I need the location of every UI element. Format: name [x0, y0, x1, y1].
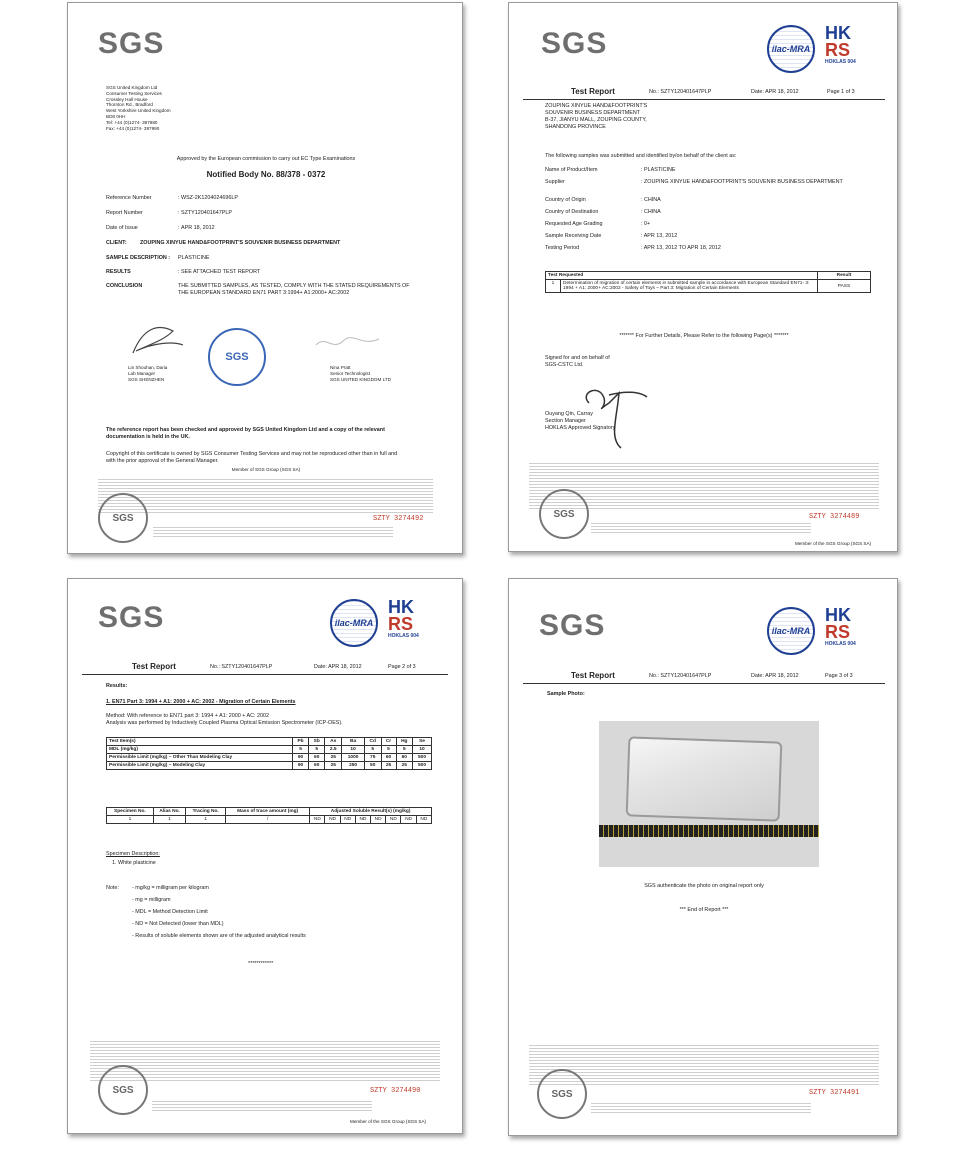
specimen-heading: Specimen Description:: [106, 851, 160, 857]
client-line: CLIENT: ZOUPING XINYUE HAND&FOOTPRINT'S SOUVENIR BUSINESS DEPARTMENT: [106, 240, 341, 246]
page-number: Page 3 of 3: [825, 673, 853, 679]
limit-clay-value-1: 60: [309, 762, 325, 770]
result-cell-6: ND: [340, 816, 355, 824]
element-header-7: Se: [413, 738, 432, 746]
end-of-report: *** End of Report ***: [679, 907, 729, 913]
page-number: Page 1 of 3: [827, 89, 855, 95]
measuring-ruler: [599, 825, 819, 837]
test-report-page-1: [508, 2, 898, 552]
limit-other-value-7: 500: [413, 754, 432, 762]
limit-clay-value-7: 500: [413, 762, 432, 770]
mdl-value-6: 5: [396, 746, 413, 754]
member-note: Member of the SGS Group (SGS SA): [795, 541, 872, 546]
report-date: Date: APR 18, 2012: [751, 673, 799, 679]
notes-label: Note:: [106, 885, 119, 891]
field-reference-number: Reference Number : WSZ-2K1204024696LP: [106, 195, 238, 201]
report-title: Test Report: [571, 671, 615, 680]
reference-note: The reference report has been checked and approved by SGS United Kingdom Ltd and a copy of the relevant documentation is held in the UK.: [106, 427, 385, 440]
field-origin: Country of Origin : CHINA: [545, 197, 661, 203]
sgs-logo: SGS: [98, 27, 165, 60]
test-report-page-3: [508, 578, 898, 1136]
client-block: ZOUPING XINYUE HAND&FOOTPRINT'S SOUVENIR BUSINESS DEPARTMENT B-37, JIANYU MALL, ZOUPING COUNTY, SHANDONG PROVINCE: [545, 103, 648, 130]
report-date: Date: APR 18, 2012: [314, 664, 362, 670]
serial-number: SZTY 3274491: [809, 1089, 860, 1097]
mdl-value-3: 10: [342, 746, 365, 754]
mdl-value-0: 5: [292, 746, 308, 754]
end-stars: ************: [248, 961, 274, 967]
field-date-of-issue: Date of Issue : APR 18, 2012: [106, 225, 215, 231]
conclusion-text: THE SUBMITTED SAMPLES, AS TESTED, COMPLY WITH THE STATED REQUIREMENTS OF THE EUROPEAN STANDARD EN71 PART 3:1994+ A1:2000+ AC:2002: [178, 283, 410, 296]
photo-caption: SGS authenticate the photo on original report only: [644, 883, 764, 889]
result-cell-4: ND: [310, 816, 325, 824]
limit-other-value-3: 1000: [342, 754, 365, 762]
element-header-4: Cd: [364, 738, 381, 746]
specimen-table: Specimen No. Alias No. Tracing No. Mass of trace amount (mg) Adjusted Soluble Result(s) (mg/kg) 1 1 1 / ND ND ND ND ND ND ND ND: [106, 807, 432, 824]
result-cell-10: ND: [401, 816, 416, 824]
header-rule: [523, 683, 885, 684]
results-line: RESULTS : SEE ATTACHED TEST REPORT: [106, 269, 261, 275]
sgs-round-stamp: SGS: [537, 1069, 587, 1119]
field-testing-period: Testing Period : APR 13, 2012 TO APR 18, 2012: [545, 245, 721, 251]
report-title: Test Report: [571, 87, 615, 96]
ilac-mra-logo: ilac-MRA: [767, 607, 815, 655]
sgs-logo: SGS: [539, 609, 606, 642]
conclusion-label: CONCLUSION: [106, 283, 143, 289]
photo-label: Sample Photo:: [547, 691, 585, 697]
test-description: Determination of migration of certain elements in submitted sample in accordance with European Standard EN71- 3: 1994 + A1: 2000+ AC:2002 - Safety of Toys – Part 3: Migration of Certain Elements: [561, 280, 818, 293]
certificate-page: [67, 2, 463, 554]
result-cell-7: ND: [355, 816, 370, 824]
row-label-mdl: MDL (mg/kg): [107, 746, 293, 754]
mdl-value-1: 5: [309, 746, 325, 754]
results-heading: Results:: [106, 683, 128, 689]
sample-description: SAMPLE DESCRIPTION : PLASTICINE: [106, 255, 210, 261]
limit-clay-value-3: 250: [342, 762, 365, 770]
header-rule: [523, 99, 885, 100]
further-details: ******* For Further Details, Please Refer to the following Page(s) *******: [619, 333, 789, 339]
notified-body: Notified Body No. 88/378 - 0372: [206, 170, 326, 179]
sgs-seal: SGS: [208, 328, 266, 386]
serial-number: SZTY 3274492: [373, 515, 424, 523]
serial-number: SZTY 3274490: [370, 1087, 421, 1095]
limit-other-value-0: 90: [292, 754, 308, 762]
limit-other-value-1: 60: [309, 754, 325, 762]
ilac-mra-logo: ilac-MRA: [330, 599, 378, 647]
specimen-text: 1. White plasticine: [112, 860, 156, 866]
result-cell-11: ND: [416, 816, 431, 824]
th-test-requested: Test Requested: [546, 272, 818, 280]
signer: Ouyang Qin, Carray Section Manager HOKLAS Approved Signatory: [545, 411, 616, 431]
result-cell-8: ND: [371, 816, 386, 824]
notes-list: - mg/kg = milligram per kilogram - mg = milligram - MDL = Method Detection Limit - ND = Not Detected (lower than MDL) - Results of soluble elements shown are of the adjusted analytical results: [132, 885, 306, 939]
hoklas-logo: HK RS HOKLAS 004: [825, 605, 856, 647]
result-cell-9: ND: [386, 816, 401, 824]
result-cell-5: ND: [325, 816, 340, 824]
th-result: Result: [818, 272, 871, 280]
element-header-1: Sb: [309, 738, 325, 746]
terms-fine-print: [98, 477, 433, 513]
element-header-2: As: [325, 738, 342, 746]
approval-statement: Approved by the European commission to carry out EC Type Examinations: [176, 156, 356, 162]
footer-fine-print: [591, 521, 811, 535]
sample-photo: [599, 721, 819, 867]
signer-1: Lin Shouhan, Daria Lab Manager SGS SHENZHEN: [128, 365, 168, 382]
signer-2: Nina Pratt Senior Technologist SGS UNITED KINGDOM LTD: [330, 365, 391, 382]
result-cell-2: 1: [186, 816, 226, 824]
limit-other-value-5: 60: [381, 754, 396, 762]
signed-for: Signed for and on behalf of SGS-CSTC Ltd.: [545, 355, 610, 368]
member-note: Member of the SGS Group (SGS SA): [350, 1119, 427, 1124]
limit-clay-value-0: 90: [292, 762, 308, 770]
result-cell-1: 1: [153, 816, 186, 824]
mdl-value-4: 5: [364, 746, 381, 754]
field-supplier: Supplier : ZOUPING XINYUE HAND&FOOTPRINT'S SOUVENIR BUSINESS DEPARTMENT: [545, 179, 843, 185]
field-report-number: Report Number : SZTY120401647PLP: [106, 210, 232, 216]
field-age-grading: Requested Age Grading : 0+: [545, 221, 651, 227]
limit-clay-value-5: 25: [381, 762, 396, 770]
element-header-5: Cr: [381, 738, 396, 746]
sgs-logo: SGS: [98, 601, 165, 634]
limit-other-value-6: 60: [396, 754, 413, 762]
sgs-round-stamp: SGS: [539, 489, 589, 539]
footer-fine-print: [591, 1101, 811, 1115]
limit-clay-value-6: 25: [396, 762, 413, 770]
section-heading: 1. EN71 Part 3: 1994 + A1: 2000 + AC: 2002 - Migration of Certain Elements: [106, 699, 296, 705]
sgs-round-stamp: SGS: [98, 493, 148, 543]
lab-address: SGS United Kingdom Ltd Consumer Testing Services Crossley Hall House Thornton Rd., Bradford West Yorkshire United Kingdom BD8 0HH Tel: +44 (0)1274- 397980 Fax: +44 (0)1274- 397990: [106, 85, 171, 131]
report-number: No.: SZTY120401647PLP: [649, 89, 712, 95]
report-number: No.: SZTY120401647PLP: [210, 664, 273, 670]
report-title: Test Report: [132, 662, 176, 671]
element-header-6: Hg: [396, 738, 413, 746]
limit-clay-value-4: 50: [364, 762, 381, 770]
hoklas-logo: HK RS HOKLAS 004: [825, 23, 856, 65]
footer-fine-print: [152, 1099, 372, 1113]
element-header-0: Pb: [292, 738, 308, 746]
footer-fine-print: [153, 525, 393, 539]
result-cell-0: 1: [107, 816, 154, 824]
report-number: No.: SZTY120401647PLP: [649, 673, 712, 679]
member-line: Member of SGS Group (SGS SA): [231, 467, 301, 472]
row-label-limit-clay: Permissible Limit (mg/kg) – Modeling Clay: [107, 762, 293, 770]
field-receiving-date: Sample Receiving Date : APR 13, 2012: [545, 233, 678, 239]
sgs-logo: SGS: [541, 27, 608, 60]
limit-clay-value-2: 25: [325, 762, 342, 770]
mdl-value-7: 10: [413, 746, 432, 754]
method-text: Method: With reference to EN71 part 3: 1994 + A1: 2000 + AC: 2002 Analysis was performed by Inductively Coupled Plasma Optical Emission Spectrometer (ICP-OES).: [106, 713, 343, 726]
row-label-limit-other: Permissible Limit (mg/kg) – Other Than Modeling Clay: [107, 754, 293, 762]
signature-2: [313, 333, 383, 353]
header-rule: [82, 674, 448, 675]
signature-1: [128, 323, 188, 363]
hoklas-logo: HK RS HOKLAS 004: [388, 597, 419, 639]
page-number: Page 2 of 3: [388, 664, 416, 670]
test-report-page-2: [67, 578, 463, 1134]
field-product: Name of Product/Item : PLASTICINE: [545, 167, 676, 173]
result-pass: PASS: [818, 280, 871, 293]
intro-text: The following samples was submitted and identified by/on behalf of the client as:: [545, 153, 737, 159]
limit-other-value-4: 75: [364, 754, 381, 762]
field-destination: Country of Destination : CHINA: [545, 209, 661, 215]
result-cell-3: /: [226, 816, 310, 824]
mdl-value-5: 5: [381, 746, 396, 754]
element-header-3: Ba: [342, 738, 365, 746]
test-requested-table: Test Requested Result 1 Determination of migration of certain elements in submitted sample in accordance with European Standard EN71- 3: 1994 + A1: 2000+ AC:2002 - Safety of Toys – Part 3: Migration of Certain Elements PASS: [545, 271, 871, 293]
report-date: Date: APR 18, 2012: [751, 89, 799, 95]
serial-number: SZTY 3274489: [809, 513, 860, 521]
mdl-value-2: 2.5: [325, 746, 342, 754]
ilac-mra-logo: ilac-MRA: [767, 25, 815, 73]
plasticine-bag: [626, 736, 783, 821]
limit-other-value-2: 25: [325, 754, 342, 762]
copyright-note: Copyright of this certificate is owned by SGS Consumer Testing Services and may not be reproduced other than in full and with the prior approval of the General Manager.: [106, 451, 398, 464]
th-test-items: Test Item(s): [107, 738, 293, 746]
sgs-round-stamp: SGS: [98, 1065, 148, 1115]
results-table: [106, 737, 432, 770]
